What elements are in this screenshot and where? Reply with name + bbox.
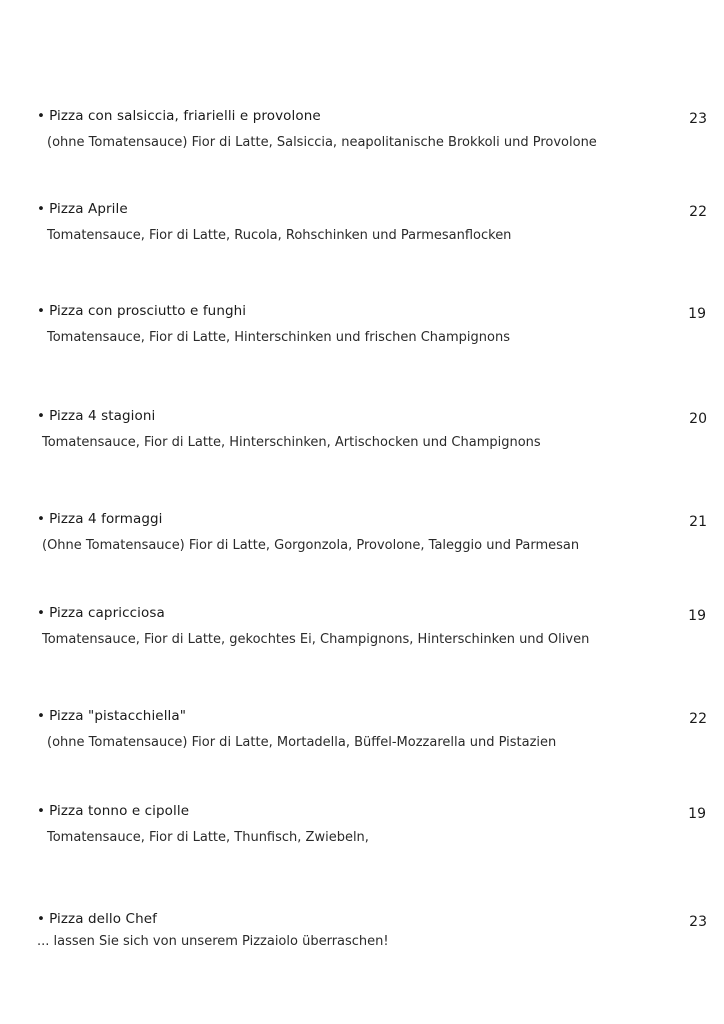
item-description: Tomatensauce, Fior di Latte, Hinterschinken, Artischocken und Champignons	[42, 435, 541, 450]
bullet: •	[37, 108, 46, 124]
item-name-text: Pizza 4 stagioni	[49, 408, 156, 424]
item-name	[37, 708, 186, 724]
item-name	[37, 108, 321, 124]
item-description: Tomatensauce, Fior di Latte, Rucola, Rohschinken und Parmesanflocken	[47, 228, 512, 243]
item-price: 19	[688, 608, 706, 624]
item-name-text: Pizza Aprile	[49, 201, 128, 217]
item-price: 19	[688, 306, 706, 322]
item-price: 20	[689, 411, 707, 427]
item-name	[37, 803, 189, 819]
bullet: •	[37, 803, 46, 819]
item-description: ... lassen Sie sich von unserem Pizzaiolo überraschen!	[37, 934, 389, 949]
item-name	[37, 408, 155, 424]
bullet: •	[37, 201, 46, 217]
item-name	[37, 605, 165, 621]
item-description: Tomatensauce, Fior di Latte, Thunfisch, Zwiebeln,	[47, 830, 369, 845]
item-name-text: Pizza tonno e cipolle	[49, 803, 190, 819]
bullet: •	[37, 303, 46, 319]
bullet: •	[37, 911, 46, 927]
item-description: (ohne Tomatensauce) Fior di Latte, Mortadella, Büffel-Mozzarella und Pistazien	[47, 735, 557, 750]
item-name-text: Pizza 4 formaggi	[49, 511, 163, 527]
item-name-text: Pizza capricciosa	[49, 605, 165, 621]
item-name-text: Pizza con prosciutto e funghi	[49, 303, 247, 319]
item-name-text: Pizza con salsiccia, friarielli e provolone	[49, 108, 321, 124]
item-description: Tomatensauce, Fior di Latte, Hinterschinken und frischen Champignons	[47, 330, 510, 345]
item-name-text: Pizza dello Chef	[49, 911, 157, 927]
item-price: 22	[689, 711, 707, 727]
item-name	[37, 511, 163, 527]
item-price: 23	[689, 914, 707, 930]
bullet: •	[37, 708, 46, 724]
item-price: 22	[689, 204, 707, 220]
item-price: 21	[689, 514, 707, 530]
item-name-text: Pizza "pistacchiella"	[49, 708, 187, 724]
item-price: 23	[689, 111, 707, 127]
item-description: (ohne Tomatensauce) Fior di Latte, Salsiccia, neapolitanische Brokkoli und Provolone	[47, 135, 597, 150]
item-description: Tomatensauce, Fior di Latte, gekochtes Ei, Champignons, Hinterschinken und Oliven	[42, 632, 590, 647]
bullet: •	[37, 511, 46, 527]
item-description: (Ohne Tomatensauce) Fior di Latte, Gorgonzola, Provolone, Taleggio und Parmesan	[42, 538, 580, 553]
bullet: •	[37, 408, 46, 424]
item-name	[37, 303, 246, 319]
item-name	[37, 911, 157, 927]
bullet: •	[37, 605, 46, 621]
item-price: 19	[688, 806, 706, 822]
item-name	[37, 201, 128, 217]
